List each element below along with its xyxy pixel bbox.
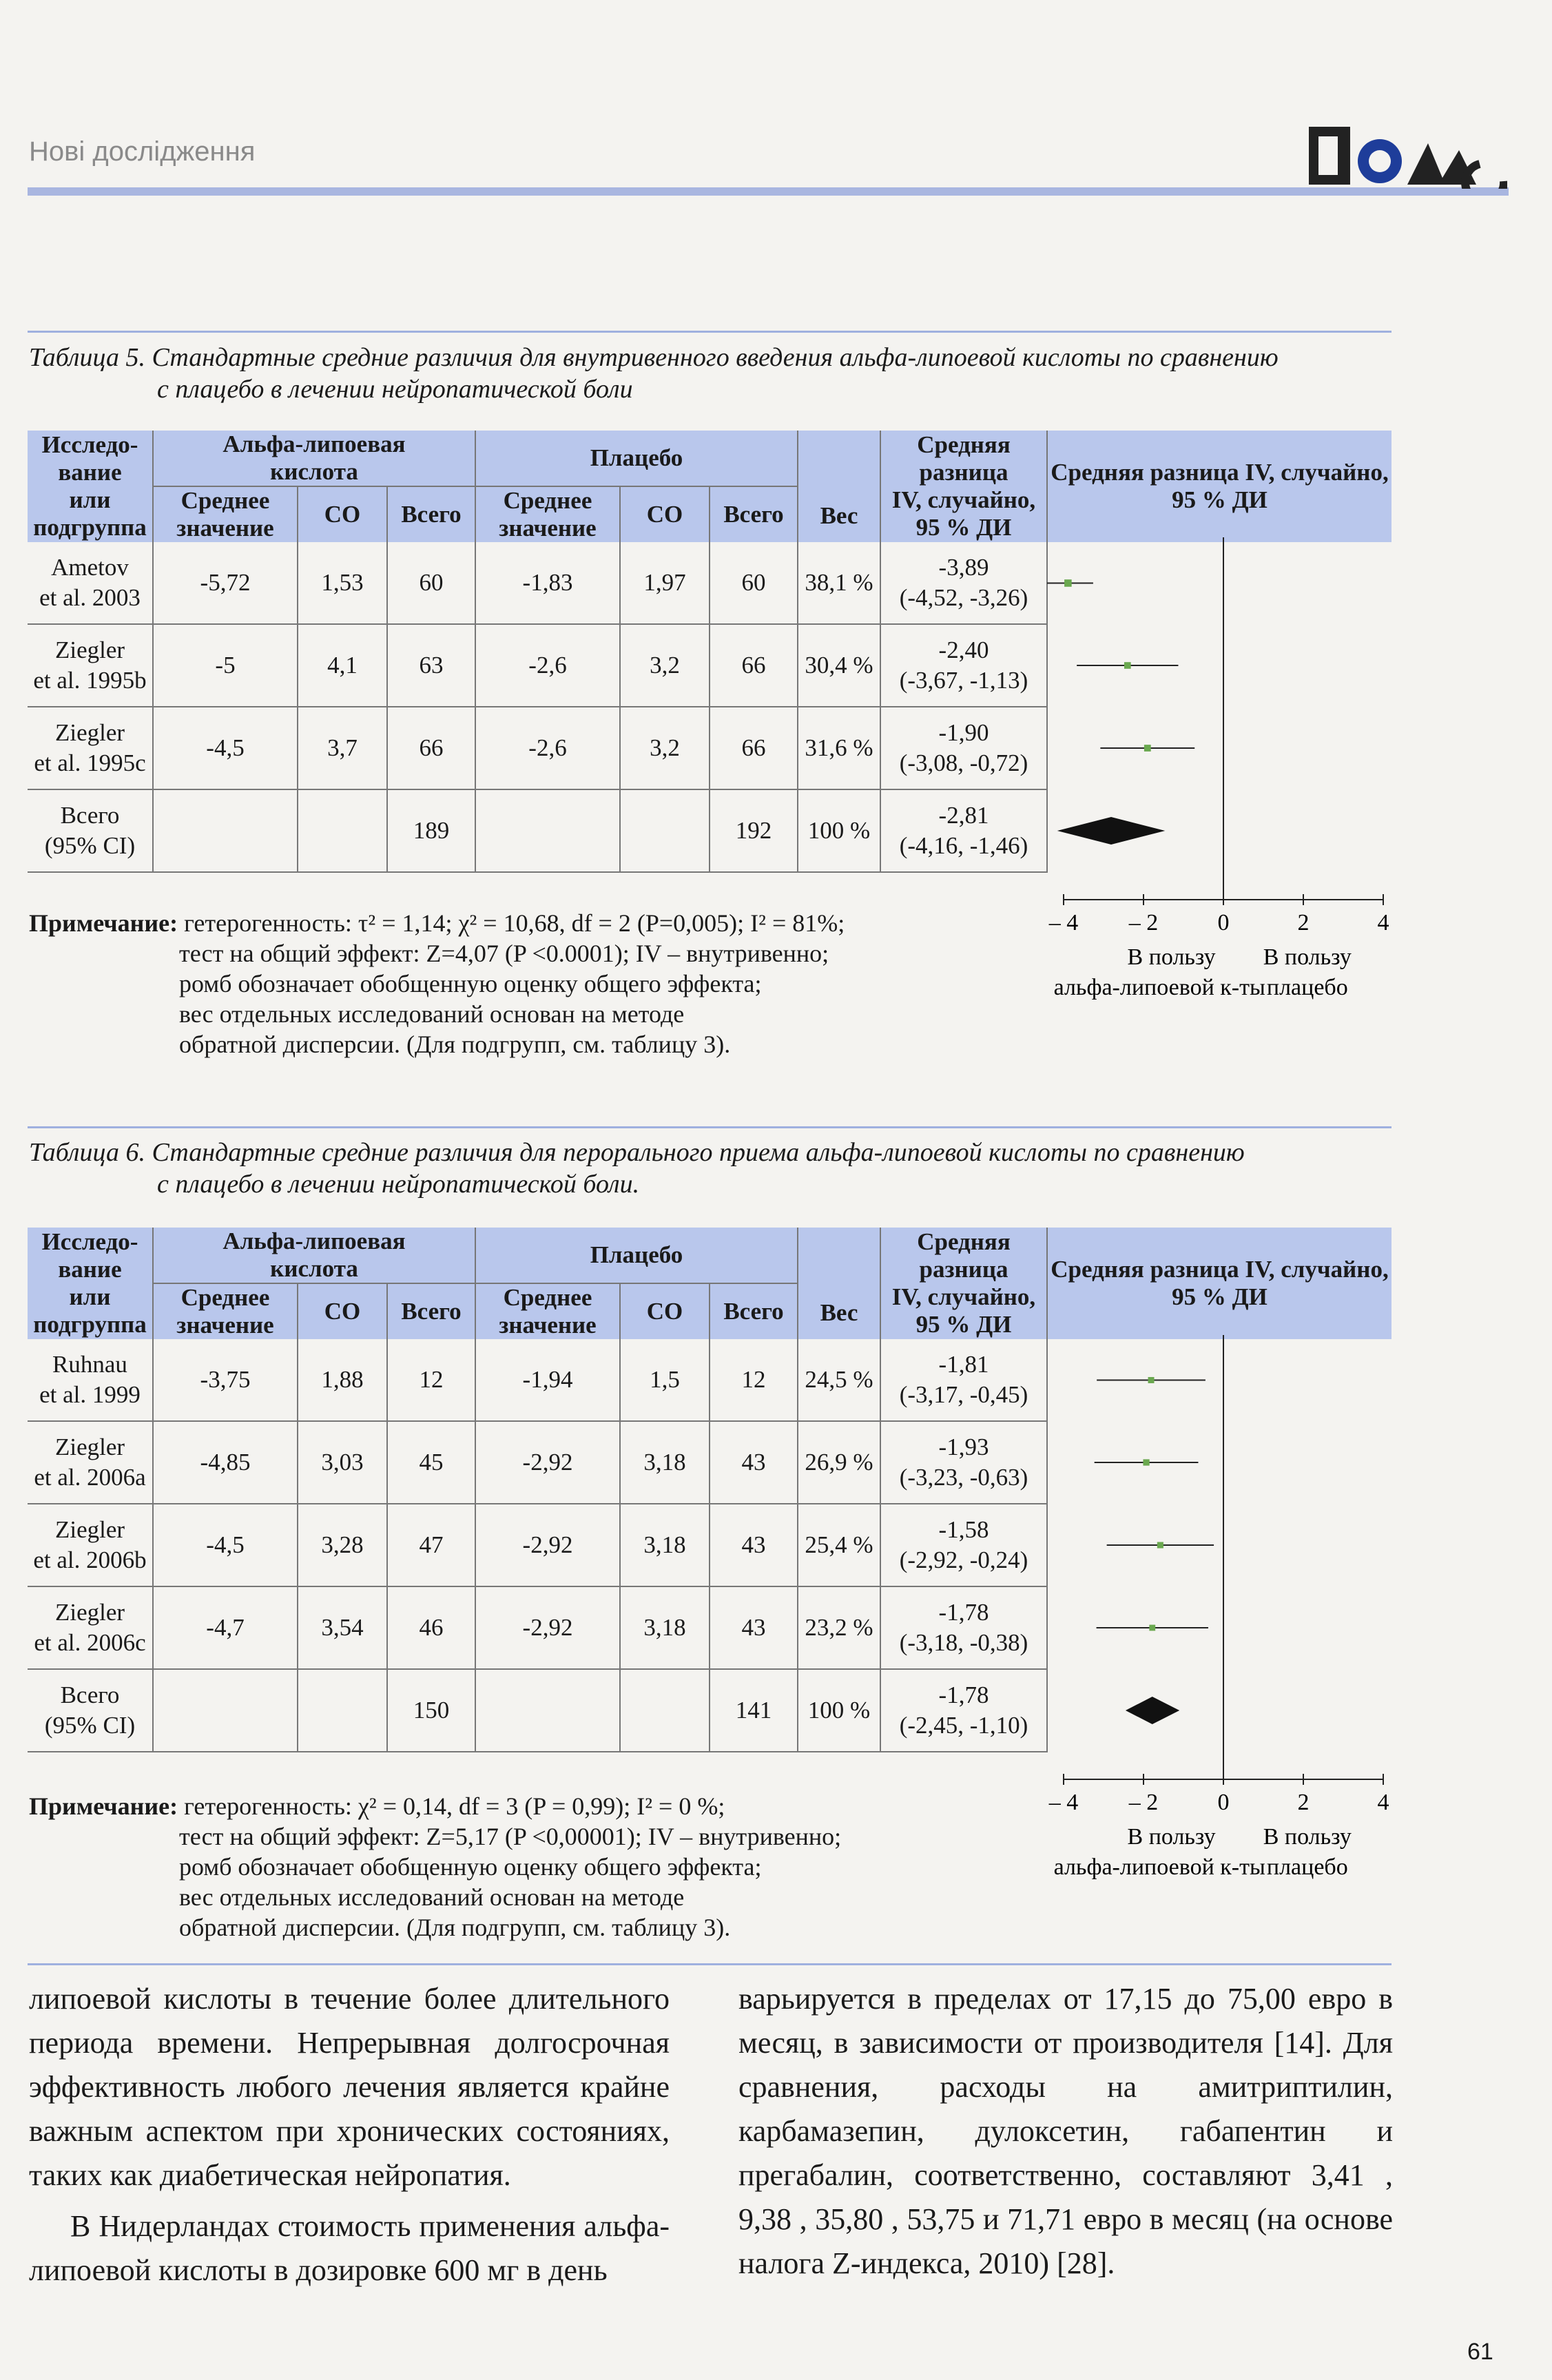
table-row: Ziegler et al. 2006b -4,5 3,28 47 -2,92 3,18 43 25,4 % -1,58 (-2,92, -0,24): [28, 1504, 1391, 1586]
favours-left-label: В пользу: [1127, 944, 1216, 970]
x-tick-label: 2: [1297, 910, 1310, 935]
x-tick-label: – 2: [1128, 910, 1159, 935]
x-tick-label: 4: [1377, 1790, 1389, 1815]
table6-caption-label: Таблица 6.: [29, 1138, 145, 1167]
body-column-right: [738, 1977, 1393, 2286]
x-tick-label: – 4: [1048, 1790, 1079, 1815]
col-pl-sd: СО: [620, 486, 710, 542]
favours-right-label: плацебо: [1266, 975, 1348, 1000]
point-marker: [1064, 579, 1072, 587]
journal-logo: [1307, 123, 1507, 189]
point-marker: [1157, 1542, 1163, 1548]
summary-diamond: [1057, 817, 1166, 845]
table-row: Ziegler et al. 2006c -4,7 3,54 46 -2,92 3,18 43 23,2 % -1,78 (-3,18, -0,38): [28, 1586, 1391, 1669]
col-weight: Вес: [798, 431, 880, 542]
header-rule: [28, 187, 1509, 196]
col-study: Исследо- вание или подгруппа: [28, 431, 153, 542]
col-pl-mean: Среднее значение: [475, 486, 620, 542]
col-ala-sd: СО: [298, 486, 387, 542]
table5-caption-label: Таблица 5.: [29, 343, 145, 372]
table6-caption-line2: с плацебо в лечении нейропатической боли.: [157, 1170, 640, 1199]
x-tick-label: 0: [1217, 1790, 1230, 1815]
point-marker: [1124, 662, 1131, 669]
favours-left-label: В пользу: [1127, 1824, 1216, 1850]
col-ala-mean: Среднее значение: [153, 486, 298, 542]
summary-diamond: [1126, 1697, 1179, 1724]
col-placebo: Плацебо: [475, 431, 798, 486]
table6-caption-line1: Стандартные средние различия для перорального приема альфа-липоевой кислоты по сравнению: [152, 1138, 1245, 1167]
table6-top-rule: [28, 1126, 1391, 1128]
col-ala-total: Всего: [387, 486, 475, 542]
table5-forest-plot: [1047, 537, 1391, 1040]
table6-forest-plot: [1047, 1335, 1391, 1886]
table-row: Ametov et al. 2003 -5,72 1,53 60 -1,83 1,97 60 38,1 % -3,89 (-4,52, -3,26): [28, 542, 1391, 624]
running-header: Нові дослідження: [29, 136, 256, 167]
x-tick-label: 4: [1377, 910, 1389, 935]
favours-left-label: альфа-липоевой к-ты: [1053, 1854, 1265, 1880]
favours-right-label: плацебо: [1266, 1854, 1348, 1880]
table-row-total: Всего (95% CI) 150 141 100 % -1,78 (-2,45, -1,10): [28, 1669, 1391, 1752]
point-marker: [1144, 745, 1151, 752]
table-row: Ruhnau et al. 1999 -3,75 1,88 12 -1,94 1,5 12 24,5 % -1,81 (-3,17, -0,45): [28, 1339, 1391, 1421]
table5-top-rule: [28, 331, 1391, 333]
paragraph: В Нидерландах стоимость применения альфа-липоевой кислоты в дозировке 600 мг в день: [29, 2209, 670, 2287]
favours-left-label: альфа-липоевой к-ты: [1053, 975, 1265, 1000]
table-row-total: Всего (95% CI) 189 192 100 % -2,81 (-4,16, -1,46): [28, 789, 1391, 872]
x-tick-label: 0: [1217, 910, 1230, 935]
col-pl-total: Всего: [710, 486, 798, 542]
paragraph: варьируется в пределах от 17,15 до 75,00 евро в месяц, в зависимости от производителя [14]. Для сравнения, расходы на амитриптилин, карбамазепин, дулоксетин, габапентин и прегабалин, соответственно, составляют 3,41 , 9,38 , 35,80 , 53,75 и 71,71 евро в месяц (на основе налога Z-индекса, 2010) [28].: [738, 1982, 1393, 2280]
table-row: Ziegler et al. 2006a -4,85 3,03 45 -2,92 3,18 43 26,9 % -1,93 (-3,23, -0,63): [28, 1421, 1391, 1504]
table6-note: Примечание: гетерогенность: χ² = 0,14, df = 3 (P = 0,99); I² = 0 %; тест на общий эффект: Z=5,17 (P <0,00001); IV – внутривенно; ромб обозначает обобщенную оценку общего эффекта; вес отдельных исследований основан на методе обратной дисперсии. (Для подгрупп, см. таблицу 3).: [29, 1792, 842, 1941]
col-mean-diff: Средняя разница IV, случайно, 95 % ДИ: [880, 431, 1047, 542]
favours-right-label: В пользу: [1263, 944, 1352, 970]
table5-caption-line1: Стандартные средние различия для внутривенного введения альфа-липоевой кислоты по сравнению: [152, 343, 1279, 372]
table6-caption: [29, 1137, 1393, 1200]
x-tick-label: – 2: [1128, 1790, 1159, 1815]
x-tick-label: 2: [1297, 1790, 1310, 1815]
favours-right-label: В пользу: [1263, 1824, 1352, 1850]
x-tick-label: – 4: [1048, 910, 1079, 935]
table5-note: Примечание: гетерогенность: τ² = 1,14; χ² = 10,68, df = 2 (P=0,005); I² = 81%; тест на общий эффект: Z=4,07 (P <0.0001); IV – внутривенно; ромб обозначает обобщенную оценку общего эффекта; вес отдельных исследований основан на методе обратной дисперсии. (Для подгрупп, см. таблицу 3).: [29, 909, 845, 1058]
paragraph: липоевой кислоты в течение более длительного периода времени. Непрерывная долгосрочная эффективность любого лечения является крайне важным аспектом при хронических состояниях, таких как диабетическая нейропатия.: [29, 1982, 670, 2192]
table5-caption: [29, 342, 1393, 405]
table-row: Ziegler et al. 1995b -5 4,1 63 -2,6 3,2 66 30,4 % -2,40 (-3,67, -1,13): [28, 624, 1391, 707]
col-ala: Альфа-липоевая кислота: [153, 431, 475, 486]
table6-bottom-rule: [28, 1963, 1391, 1965]
col-forest: Средняя разница IV, случайно, 95 % ДИ: [1047, 431, 1391, 542]
table5-caption-line2: с плацебо в лечении нейропатической боли: [157, 375, 633, 404]
table-row: Ziegler et al. 1995c -4,5 3,7 66 -2,6 3,2 66 31,6 % -1,90 (-3,08, -0,72): [28, 707, 1391, 789]
body-column-left: [29, 1977, 670, 2293]
point-marker: [1149, 1625, 1155, 1631]
table6: Исследо- вание или подгруппа Альфа-липоевая кислота Плацебо Вес Средняя разница IV, случайно, 95 % ДИ Средняя разница IV, случайно, 95 % ДИ Среднее значение СО Всего Среднее значение СО Всего Ruhnau et al. 1999 -3,75 1,88 12 -1,94 1,5 12 24,5 % -1,81 (-3,17, -0,45) Ziegler et al. 2006a -4,85 3,03 45 -2,92 3,18 43 26,9 % -1,93 (-3,23, -0,63) Ziegler et al. 2006b -4,5 3,28 47 -2,92 3,18 43 25,4 % -1,58 (-2,92, -0,24) Ziegler et al. 2006c -4,7 3,54 46 -2,92 3,18 43 23,2 % -1,78 (-3,18, -0,38) Всего (95% CI) 150 141 100 % -1,78 (-2,45, -1,10): [28, 1228, 1391, 1752]
point-marker: [1148, 1377, 1155, 1383]
page-number: 61: [1467, 2339, 1493, 2365]
point-marker: [1143, 1459, 1149, 1465]
